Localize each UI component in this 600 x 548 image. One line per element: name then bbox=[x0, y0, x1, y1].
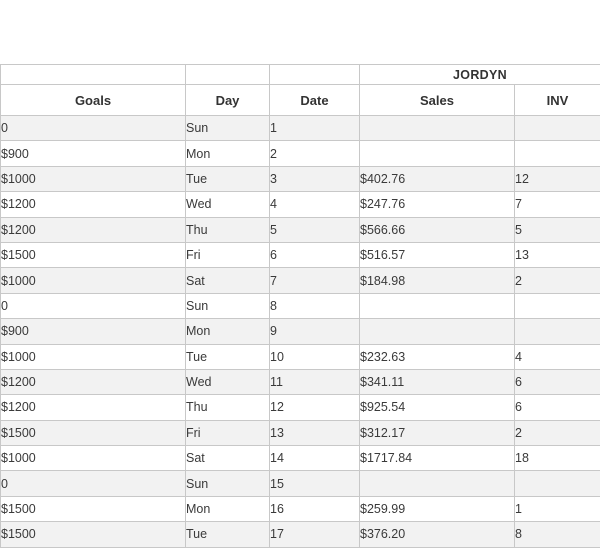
cell-sales[interactable]: $516.57 bbox=[360, 242, 515, 267]
cell-sales[interactable]: $566.66 bbox=[360, 217, 515, 242]
cell-sales[interactable]: $1717.84 bbox=[360, 446, 515, 471]
cell-sales[interactable]: $402.76 bbox=[360, 166, 515, 191]
cell-sales[interactable]: $259.99 bbox=[360, 496, 515, 521]
table-row bbox=[1, 192, 600, 217]
table-row bbox=[1, 242, 600, 267]
table-row bbox=[1, 446, 600, 471]
cell-date[interactable]: 17 bbox=[270, 522, 360, 547]
cell-sales[interactable]: $312.17 bbox=[360, 420, 515, 445]
cell-inv[interactable] bbox=[515, 319, 600, 344]
cell-day[interactable]: Fri bbox=[186, 420, 270, 445]
table-body bbox=[1, 116, 600, 548]
owner-name-header: JORDYN bbox=[360, 65, 600, 85]
cell-goals[interactable]: $1200 bbox=[1, 192, 186, 217]
cell-date[interactable]: 1 bbox=[270, 116, 360, 141]
cell-inv[interactable]: 7 bbox=[515, 192, 600, 217]
table-row bbox=[1, 471, 600, 496]
cell-day[interactable]: Tue bbox=[186, 522, 270, 547]
cell-inv[interactable]: 2 bbox=[515, 268, 600, 293]
cell-inv[interactable] bbox=[515, 141, 600, 166]
cell-date[interactable]: 13 bbox=[270, 420, 360, 445]
cell-sales[interactable] bbox=[360, 293, 515, 318]
spreadsheet-area bbox=[0, 64, 600, 548]
column-header-date[interactable]: Date bbox=[270, 85, 360, 116]
header-spacer-goals bbox=[1, 65, 186, 85]
column-header-day[interactable]: Day bbox=[186, 85, 270, 116]
cell-day[interactable]: Sun bbox=[186, 116, 270, 141]
table-row bbox=[1, 369, 600, 394]
cell-inv[interactable]: 12 bbox=[515, 166, 600, 191]
cell-day[interactable]: Thu bbox=[186, 395, 270, 420]
cell-sales[interactable]: $184.98 bbox=[360, 268, 515, 293]
cell-inv[interactable]: 4 bbox=[515, 344, 600, 369]
header-spacer-day bbox=[186, 65, 270, 85]
cell-day[interactable]: Wed bbox=[186, 192, 270, 217]
cell-inv[interactable] bbox=[515, 116, 600, 141]
column-header-row bbox=[1, 85, 600, 116]
table-row bbox=[1, 496, 600, 521]
cell-day[interactable]: Fri bbox=[186, 242, 270, 267]
cell-sales[interactable]: $341.11 bbox=[360, 369, 515, 394]
cell-sales[interactable]: $247.76 bbox=[360, 192, 515, 217]
cell-date[interactable]: 11 bbox=[270, 369, 360, 394]
table-header bbox=[1, 65, 600, 116]
cell-goals[interactable]: $1200 bbox=[1, 395, 186, 420]
cell-inv[interactable]: 18 bbox=[515, 446, 600, 471]
cell-inv[interactable]: 6 bbox=[515, 395, 600, 420]
cell-date[interactable]: 10 bbox=[270, 344, 360, 369]
cell-sales[interactable] bbox=[360, 319, 515, 344]
owner-header-row bbox=[1, 65, 600, 85]
cell-date[interactable]: 8 bbox=[270, 293, 360, 318]
cell-sales[interactable] bbox=[360, 116, 515, 141]
cell-date[interactable]: 7 bbox=[270, 268, 360, 293]
table-row bbox=[1, 293, 600, 318]
cell-inv[interactable]: 6 bbox=[515, 369, 600, 394]
cell-sales[interactable]: $925.54 bbox=[360, 395, 515, 420]
cell-day[interactable]: Tue bbox=[186, 166, 270, 191]
column-header-goals[interactable]: Goals bbox=[1, 85, 186, 116]
cell-date[interactable]: 2 bbox=[270, 141, 360, 166]
cell-inv[interactable]: 2 bbox=[515, 420, 600, 445]
cell-day[interactable]: Sat bbox=[186, 446, 270, 471]
cell-day[interactable]: Mon bbox=[186, 319, 270, 344]
cell-date[interactable]: 16 bbox=[270, 496, 360, 521]
cell-goals[interactable]: $1500 bbox=[1, 496, 186, 521]
cell-date[interactable]: 9 bbox=[270, 319, 360, 344]
cell-sales[interactable] bbox=[360, 141, 515, 166]
cell-date[interactable]: 12 bbox=[270, 395, 360, 420]
table-row bbox=[1, 395, 600, 420]
table-row bbox=[1, 420, 600, 445]
cell-date[interactable]: 5 bbox=[270, 217, 360, 242]
header-spacer-date bbox=[270, 65, 360, 85]
table-row bbox=[1, 116, 600, 141]
cell-goals[interactable]: $1000 bbox=[1, 344, 186, 369]
cell-sales[interactable]: $376.20 bbox=[360, 522, 515, 547]
cell-goals[interactable]: 0 bbox=[1, 471, 186, 496]
column-header-inv[interactable]: INV bbox=[515, 85, 600, 116]
cell-day[interactable]: Sun bbox=[186, 471, 270, 496]
cell-day[interactable]: Wed bbox=[186, 369, 270, 394]
cell-inv[interactable]: 5 bbox=[515, 217, 600, 242]
cell-inv[interactable] bbox=[515, 471, 600, 496]
cell-goals[interactable]: $1500 bbox=[1, 242, 186, 267]
cell-date[interactable]: 6 bbox=[270, 242, 360, 267]
cell-date[interactable]: 14 bbox=[270, 446, 360, 471]
cell-goals[interactable]: $1000 bbox=[1, 446, 186, 471]
cell-date[interactable]: 15 bbox=[270, 471, 360, 496]
cell-sales[interactable]: $232.63 bbox=[360, 344, 515, 369]
cell-day[interactable]: Mon bbox=[186, 141, 270, 166]
cell-goals[interactable]: $1500 bbox=[1, 522, 186, 547]
table-row bbox=[1, 141, 600, 166]
cell-day[interactable]: Sun bbox=[186, 293, 270, 318]
cell-goals[interactable]: 0 bbox=[1, 116, 186, 141]
cell-goals[interactable]: $1500 bbox=[1, 420, 186, 445]
cell-inv[interactable]: 8 bbox=[515, 522, 600, 547]
table-row bbox=[1, 268, 600, 293]
table-row bbox=[1, 217, 600, 242]
cell-goals[interactable]: $1000 bbox=[1, 268, 186, 293]
cell-day[interactable]: Mon bbox=[186, 496, 270, 521]
sales-goals-table bbox=[0, 64, 600, 548]
cell-goals[interactable]: $1200 bbox=[1, 369, 186, 394]
cell-goals[interactable]: $1200 bbox=[1, 217, 186, 242]
table-row bbox=[1, 166, 600, 191]
cell-goals[interactable]: $1000 bbox=[1, 166, 186, 191]
cell-goals[interactable]: 0 bbox=[1, 293, 186, 318]
cell-sales[interactable] bbox=[360, 471, 515, 496]
cell-date[interactable]: 3 bbox=[270, 166, 360, 191]
cell-day[interactable]: Sat bbox=[186, 268, 270, 293]
cell-goals[interactable]: $900 bbox=[1, 319, 186, 344]
cell-day[interactable]: Thu bbox=[186, 217, 270, 242]
table-row bbox=[1, 522, 600, 547]
table-row bbox=[1, 344, 600, 369]
cell-inv[interactable]: 13 bbox=[515, 242, 600, 267]
cell-date[interactable]: 4 bbox=[270, 192, 360, 217]
cell-goals[interactable]: $900 bbox=[1, 141, 186, 166]
cell-inv[interactable] bbox=[515, 293, 600, 318]
cell-day[interactable]: Tue bbox=[186, 344, 270, 369]
column-header-sales[interactable]: Sales bbox=[360, 85, 515, 116]
table-row bbox=[1, 319, 600, 344]
cell-inv[interactable]: 1 bbox=[515, 496, 600, 521]
